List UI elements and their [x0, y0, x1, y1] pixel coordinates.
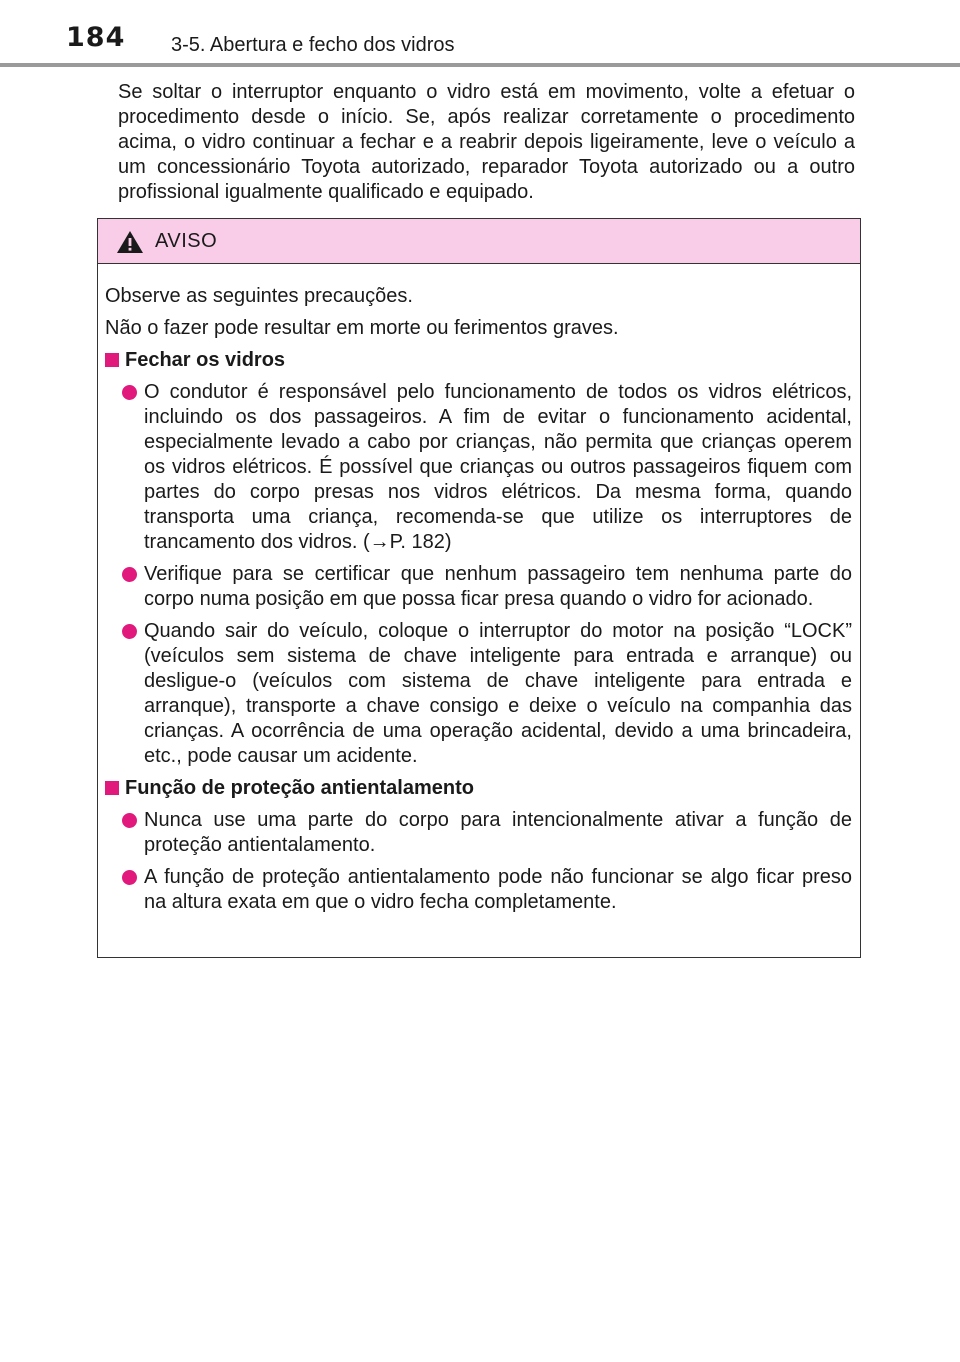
section-title: 3-5. Abertura e fecho dos vidros [171, 34, 455, 56]
intro-paragraph: Se soltar o interruptor enquanto o vidro está em movimento, volte a efetuar o procedimento desde o início. Se, após realizar corretamente o procedimento acima, o vidro continuar a fechar e a reabrir depois ligeiramente, leve o veículo a um concessionário Toyota autorizado, reparador Toyota autorizado ou a outro profissional igualmente qualificado e equipado. [118, 81, 855, 203]
page-header [0, 0, 960, 66]
page-number: 184 [66, 22, 126, 53]
section-heading-text: Fechar os vidros [125, 349, 286, 371]
square-bullet-icon [105, 353, 119, 367]
square-bullet-icon [105, 781, 119, 795]
circle-bullet-icon [122, 385, 137, 400]
warning-title: AVISO [155, 230, 218, 252]
list-item [122, 562, 852, 612]
list-item-text: Nunca use uma parte do corpo para intencionalmente ativar a função de proteção antientalamento. [144, 809, 852, 856]
header-divider [0, 63, 960, 67]
circle-bullet-icon [122, 813, 137, 828]
section-heading-text: Função de proteção antientalamento [125, 777, 474, 799]
section-heading-closing-windows [105, 348, 852, 373]
list-item-text: A função de proteção antientalamento pode não funcionar se algo ficar preso na altura exata em que o vidro fecha completamente. [144, 866, 852, 913]
warning-box [97, 218, 861, 958]
warning-consequence-text: Não o fazer pode resultar em morte ou ferimentos graves. [105, 317, 619, 339]
warning-body [98, 284, 860, 915]
list-item [122, 808, 852, 858]
list-item-text: Verifique para se certificar que nenhum passageiro tem nenhuma parte do corpo numa posição em que possa ficar presa quando o vidro for acionado. [144, 563, 852, 610]
warning-triangle-icon [116, 230, 144, 254]
warning-header [98, 219, 860, 264]
circle-bullet-icon [122, 567, 137, 582]
list-item-text: O condutor é responsável pelo funcionamento de todos os vidros elétricos, incluindo os dos passageiros. A fim de evitar o funcionamento acidental, especialmente levado a cabo por crianças, não permita que crianças operem os vidros elétricos. É possível que crianças ou outros passageiros fiquem com partes do corpo presas nos vidros elétricos. Da mesma forma, quando transporta uma criança, recomenda-se que utilize os interruptores de trancamento dos vidros. (→P. 182) [144, 381, 852, 553]
circle-bullet-icon [122, 870, 137, 885]
section-heading-anti-pinch [105, 776, 852, 801]
list-item-text: Quando sair do veículo, coloque o interruptor do motor na posição “LOCK” (veículos sem sistema de chave inteligente para entrada e arranque) ou desligue-o (veículos com sistema de chave inteligente para entrada e arranque), transporte a chave consigo e deixe o veículo na companhia das crianças. A ocorrência de uma operação acidental, devido a uma brincadeira, etc., pode causar um acidente. [144, 620, 852, 767]
circle-bullet-icon [122, 624, 137, 639]
list-item [122, 380, 852, 555]
list-item [122, 619, 852, 769]
warning-intro-text: Observe as seguintes precauções. [105, 285, 413, 307]
list-item [122, 865, 852, 915]
